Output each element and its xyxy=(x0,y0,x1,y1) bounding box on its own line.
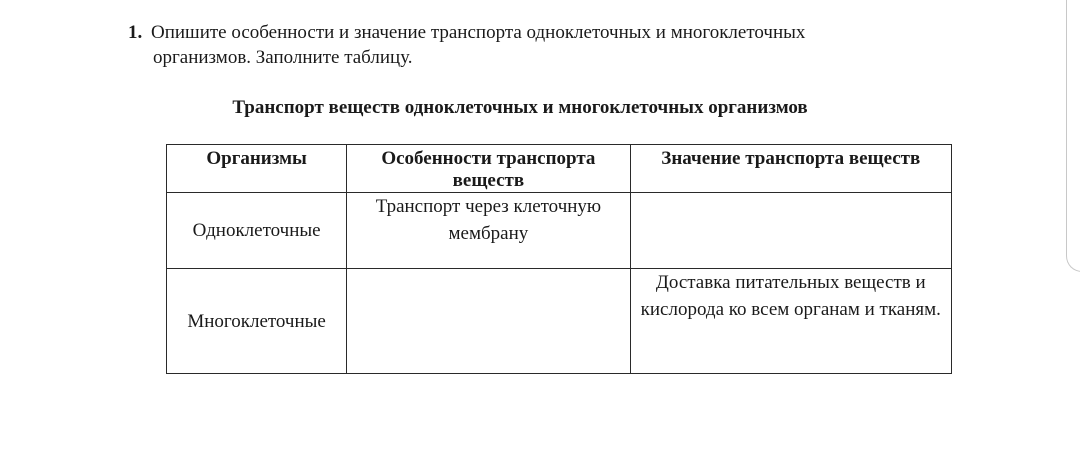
table-header-row xyxy=(167,145,952,193)
table-row xyxy=(167,193,952,269)
header-organisms: Организмы xyxy=(167,145,347,193)
cell-features-multicellular xyxy=(347,269,630,374)
header-transport-significance: Значение транспорта веществ xyxy=(630,145,951,193)
table-row xyxy=(167,269,952,374)
task-text xyxy=(128,20,943,70)
cell-organism-unicellular: Одноклеточные xyxy=(167,193,347,269)
cell-organism-multicellular: Многоклеточные xyxy=(167,269,347,374)
task-line-2: организмов. Заполните таблицу. xyxy=(153,47,413,68)
cell-significance-unicellular xyxy=(630,193,951,269)
side-panel-edge xyxy=(1066,0,1080,272)
table-title: Транспорт веществ одноклеточных и многоклеточных организмов xyxy=(232,97,808,118)
cell-significance-multicellular: Доставка питательных веществ и кислорода ко всем органам и тканям. xyxy=(630,269,951,374)
task-line-1 xyxy=(128,20,943,45)
cell-features-unicellular: Транспорт через клеточную мембрану xyxy=(347,193,630,269)
header-transport-features: Особенности транспорта веществ xyxy=(347,145,630,193)
transport-table xyxy=(166,144,952,374)
task-number: 1. xyxy=(128,22,143,43)
task-line-1-text: Опишите особенности и значение транспорта одноклеточных и многоклеточных xyxy=(151,22,806,43)
